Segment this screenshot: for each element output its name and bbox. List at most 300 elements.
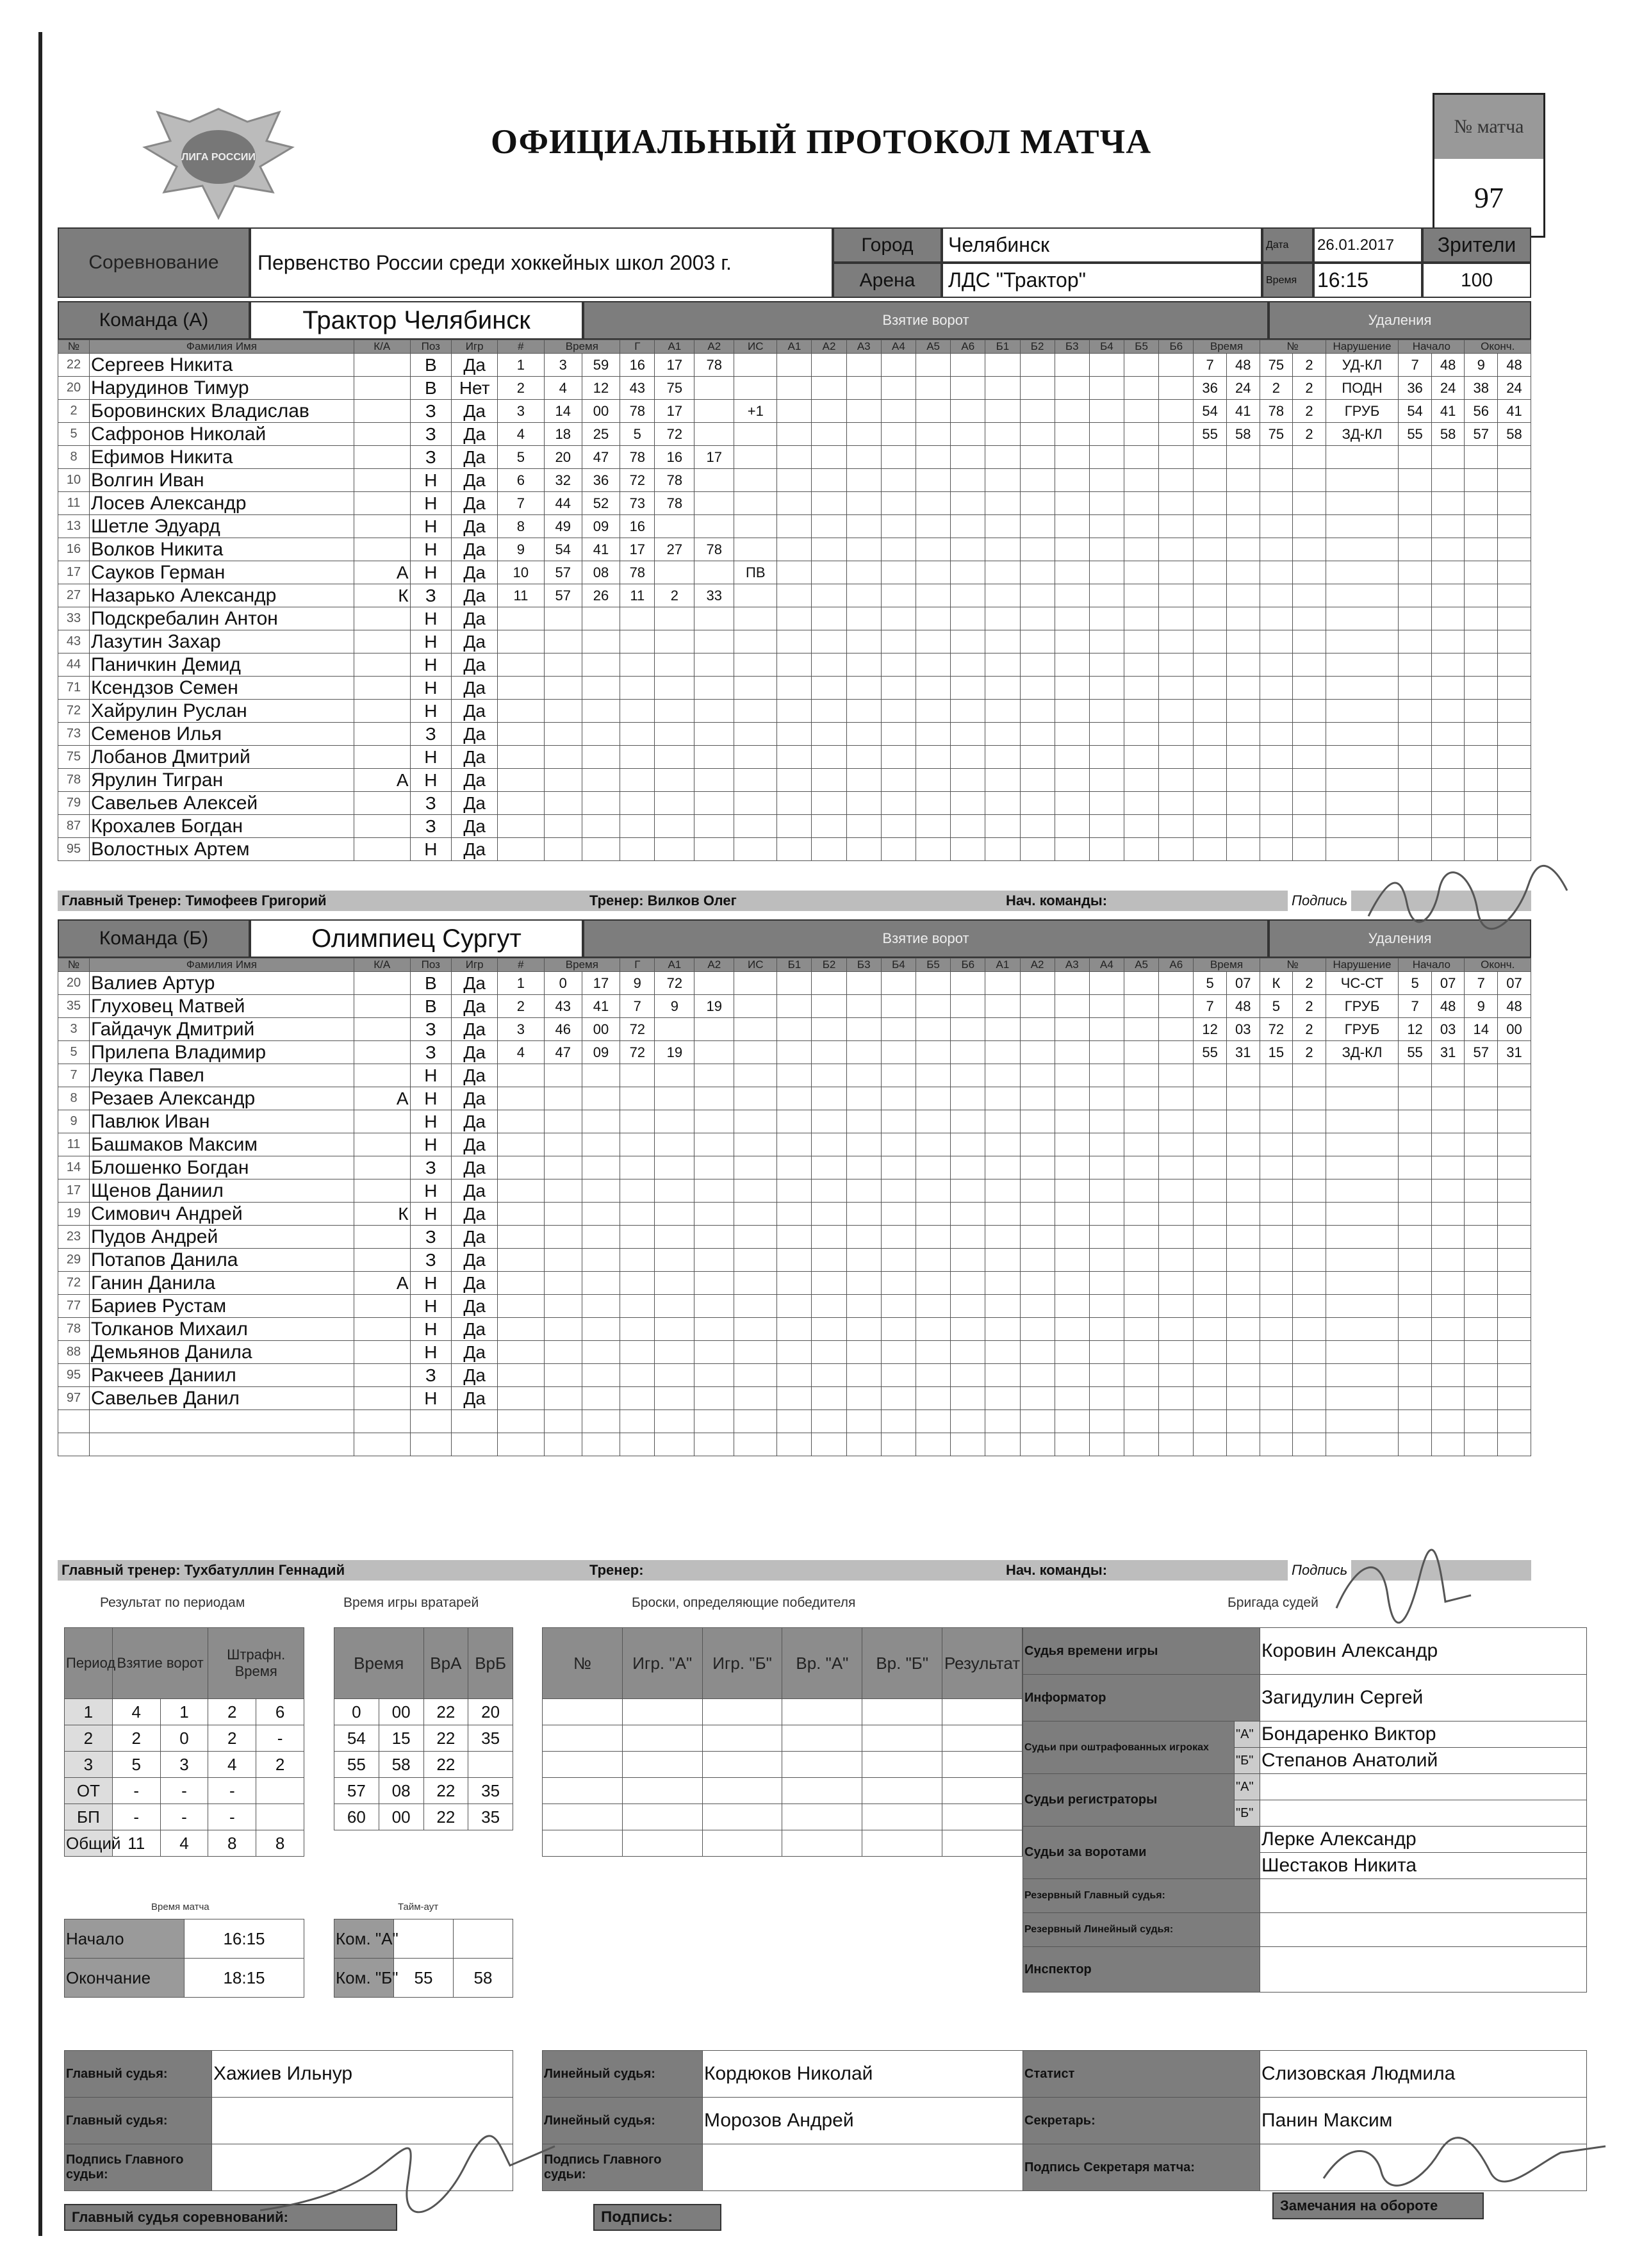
penalty-empty [1465, 723, 1498, 746]
on-ice-cell [985, 630, 1020, 653]
goal-s: 09 [582, 1041, 620, 1064]
penalty-s: 07 [1226, 972, 1260, 995]
on-ice-cell [951, 354, 985, 377]
registrars-label: Судьи регистраторы [1023, 1774, 1235, 1827]
main-judge-1-label: Главный судья: [65, 2051, 212, 2098]
penalty-empty [1431, 1156, 1465, 1179]
on-ice-cell [1124, 515, 1159, 538]
on-ice-cell [916, 1364, 951, 1387]
player-name: Пудов Андрей [90, 1226, 354, 1249]
on-ice-cell [916, 746, 951, 769]
penalty-empty [1431, 1226, 1465, 1249]
goal-empty [582, 1110, 620, 1133]
on-ice-cell [881, 446, 916, 469]
period-cell: ОТ [65, 1778, 113, 1804]
on-ice-cell [777, 1110, 812, 1133]
goal-empty [620, 1156, 655, 1179]
on-ice-cell [1055, 1064, 1089, 1087]
goal-empty [544, 1064, 582, 1087]
goal-empty [655, 1087, 694, 1110]
penalty-empty [1465, 607, 1498, 630]
penalty-inf: ГРУБ [1326, 995, 1399, 1018]
penalty-empty [1465, 1226, 1498, 1249]
goal-m: 49 [544, 515, 582, 538]
on-ice-cell [985, 1133, 1020, 1156]
penalty-empty [1465, 746, 1498, 769]
penalty-empty [1465, 1341, 1498, 1364]
penalty-empty [1226, 515, 1260, 538]
player-name: Савельев Данил [90, 1387, 354, 1410]
player-name: Волостных Артем [90, 838, 354, 861]
penalty-empty [1293, 1341, 1326, 1364]
player-position [410, 1433, 452, 1456]
penalty-empty [1399, 1087, 1432, 1110]
on-ice-cell [1089, 1179, 1124, 1203]
on-ice-cell [1124, 354, 1159, 377]
goal-empty [582, 1203, 620, 1226]
goal-s: 25 [582, 423, 620, 446]
player-number: 8 [58, 446, 90, 469]
on-ice-cell [985, 515, 1020, 538]
on-ice-cell [1055, 469, 1089, 492]
player-position: Н [410, 838, 452, 861]
penalty-empty [1260, 538, 1293, 561]
penalty-empty [1226, 723, 1260, 746]
on-ice-cell [846, 1364, 881, 1387]
penalty-es: 24 [1498, 377, 1531, 400]
goal-is [734, 995, 777, 1018]
penalty-empty [1465, 838, 1498, 861]
goal-empty [544, 723, 582, 746]
penalty-s: 31 [1226, 1041, 1260, 1064]
on-ice-cell [916, 1249, 951, 1272]
match-start-value: 16:15 [185, 1919, 304, 1959]
on-ice-cell [881, 792, 916, 815]
on-ice-cell [985, 653, 1020, 677]
penalty-empty [1465, 538, 1498, 561]
on-ice-cell [1124, 995, 1159, 1018]
on-ice-cell [985, 769, 1020, 792]
goal-header: Б3 [846, 958, 881, 972]
player-number: 77 [58, 1295, 90, 1318]
penalty-empty [1226, 1410, 1260, 1433]
shootout-cell [862, 1778, 942, 1804]
penalty-empty [1260, 838, 1293, 861]
player-number: 95 [58, 1364, 90, 1387]
penalty-empty [1326, 446, 1399, 469]
on-ice-cell [812, 815, 846, 838]
on-ice-cell [951, 607, 985, 630]
on-ice-cell [1159, 515, 1194, 538]
goal-empty [734, 838, 777, 861]
on-ice-cell [1055, 1272, 1089, 1295]
penalty-empty [1326, 838, 1399, 861]
on-ice-cell [1020, 1387, 1055, 1410]
shootout-cell [702, 1778, 782, 1804]
player-name: Бариев Рустам [90, 1295, 354, 1318]
penalty-empty [1293, 677, 1326, 700]
on-ice-cell [1055, 423, 1089, 446]
roster-row [58, 1272, 1531, 1295]
goal-empty [544, 630, 582, 653]
player-name [90, 1410, 354, 1433]
line-judge-2-value: Морозов Андрей [703, 2098, 1023, 2144]
goal-s: 41 [582, 995, 620, 1018]
on-ice-cell [1089, 838, 1124, 861]
penalty-empty [1293, 1179, 1326, 1203]
timeout-caption: Тайм-аут [398, 1902, 439, 1912]
on-ice-cell [846, 1203, 881, 1226]
goal-a2 [694, 1018, 734, 1041]
goal-header: А5 [916, 340, 951, 354]
player-number [58, 1410, 90, 1433]
goal-empty [498, 700, 544, 723]
on-ice-cell [1020, 515, 1055, 538]
player-played: Да [452, 1295, 498, 1318]
goal-empty [544, 607, 582, 630]
goal-empty [498, 723, 544, 746]
on-ice-cell [1020, 746, 1055, 769]
penalty-min: 2 [1293, 972, 1326, 995]
penalty-empty [1326, 515, 1399, 538]
penalty-empty [1260, 1110, 1293, 1133]
goal-empty [498, 815, 544, 838]
on-ice-cell [777, 1179, 812, 1203]
penalty-empty [1326, 538, 1399, 561]
on-ice-cell [951, 1156, 985, 1179]
goal-g: 7 [620, 995, 655, 1018]
player-name: Семенов Илья [90, 723, 354, 746]
on-ice-cell [812, 561, 846, 584]
penalty-empty [1399, 584, 1432, 607]
on-ice-cell [1020, 446, 1055, 469]
penalty-empty [1498, 469, 1531, 492]
on-ice-cell [846, 1387, 881, 1410]
player-header: Фамилия Имя [90, 340, 354, 354]
penalty-empty [1498, 1203, 1531, 1226]
goal-empty [694, 1203, 734, 1226]
period-cell: 3 [65, 1752, 113, 1778]
penalty-bs: 03 [1431, 1018, 1465, 1041]
player-name: Паничкин Демид [90, 653, 354, 677]
on-ice-cell [985, 1364, 1020, 1387]
on-ice-cell [881, 354, 916, 377]
on-ice-cell [846, 469, 881, 492]
goal-s: 12 [582, 377, 620, 400]
arena-label: Арена [833, 263, 942, 298]
penalty-bm: 55 [1399, 1041, 1432, 1064]
on-ice-cell [1159, 1226, 1194, 1249]
on-ice-cell [1020, 1272, 1055, 1295]
penalty-em: 57 [1465, 423, 1498, 446]
shootout-cell [543, 1804, 623, 1830]
penalty-empty [1326, 1226, 1399, 1249]
registrar-tag-a: "А" [1235, 1774, 1260, 1800]
goal-empty [544, 792, 582, 815]
on-ice-cell [1020, 584, 1055, 607]
on-ice-cell [985, 972, 1020, 995]
goal-a2 [694, 400, 734, 423]
on-ice-cell [951, 1410, 985, 1433]
on-ice-cell [1055, 400, 1089, 423]
penalty-empty [1293, 584, 1326, 607]
penalty-empty [1431, 1203, 1465, 1226]
on-ice-cell [1089, 1110, 1124, 1133]
goal-empty [694, 792, 734, 815]
on-ice-cell [777, 1295, 812, 1318]
period-header: Период [65, 1628, 113, 1699]
on-ice-cell [881, 630, 916, 653]
goal-empty [544, 838, 582, 861]
team-b-name: Олимпиец Сургут [250, 919, 583, 958]
on-ice-cell [1124, 492, 1159, 515]
goal-g: 78 [620, 400, 655, 423]
penalty-bs: 07 [1431, 972, 1465, 995]
on-ice-cell [846, 792, 881, 815]
penalty-empty [1260, 1387, 1293, 1410]
goal-n: 7 [498, 492, 544, 515]
on-ice-cell [916, 700, 951, 723]
player-name: Нарудинов Тимур [90, 377, 354, 400]
goalie-row [334, 1725, 513, 1752]
goal-empty [582, 838, 620, 861]
goal-n: 6 [498, 469, 544, 492]
goal-s: 00 [582, 400, 620, 423]
penalty-empty [1226, 1064, 1260, 1087]
on-ice-cell [1089, 1226, 1124, 1249]
penalty-empty [1399, 1410, 1432, 1433]
goal-empty [620, 1110, 655, 1133]
player-position: Н [410, 538, 452, 561]
on-ice-cell [846, 723, 881, 746]
officials-table-middle [542, 2050, 1023, 2191]
penalty-empty [1465, 677, 1498, 700]
player-name: Сауков Герман [90, 561, 354, 584]
on-ice-cell [1124, 1133, 1159, 1156]
penalty-empty [1293, 1387, 1326, 1410]
on-ice-cell [846, 377, 881, 400]
penalty-empty [1399, 792, 1432, 815]
on-ice-cell [812, 1133, 846, 1156]
goal-header: Б2 [1020, 340, 1055, 354]
penalty-es: 58 [1498, 423, 1531, 446]
goal-a1 [655, 1018, 694, 1041]
penalty-empty [1399, 769, 1432, 792]
on-ice-cell [1159, 1156, 1194, 1179]
on-ice-cell [777, 1318, 812, 1341]
on-ice-cell [1089, 423, 1124, 446]
on-ice-cell [1124, 838, 1159, 861]
penalty-empty [1326, 1318, 1399, 1341]
on-ice-cell [881, 1410, 916, 1433]
on-ice-cell [846, 677, 881, 700]
on-ice-cell [812, 515, 846, 538]
goal-header: Б4 [881, 958, 916, 972]
player-role [354, 1110, 410, 1133]
goal-empty [498, 1364, 544, 1387]
on-ice-cell [777, 995, 812, 1018]
player-name: Гайдачук Дмитрий [90, 1018, 354, 1041]
on-ice-cell [1020, 1133, 1055, 1156]
goal-judge-1: Лерке Александр [1260, 1827, 1587, 1853]
goal-empty [734, 630, 777, 653]
penalty-empty [1465, 1318, 1498, 1341]
roster-row [58, 538, 1531, 561]
penalty-empty [1194, 538, 1227, 561]
period-cell [256, 1804, 304, 1830]
on-ice-cell [1020, 723, 1055, 746]
player-name: Леука Павел [90, 1064, 354, 1087]
player-name: Лобанов Дмитрий [90, 746, 354, 769]
penalty-empty [1226, 1249, 1260, 1272]
on-ice-cell [951, 1387, 985, 1410]
goal-header: А2 [694, 340, 734, 354]
penalty-empty [1399, 838, 1432, 861]
roster-row [58, 584, 1531, 607]
goal-a2 [694, 1041, 734, 1064]
shootout-table [542, 1627, 1023, 1857]
penalty-empty [1293, 607, 1326, 630]
player-position: З [410, 400, 452, 423]
player-name: Глуховец Матвей [90, 995, 354, 1018]
penalty-empty [1226, 1272, 1260, 1295]
penalty-empty [1194, 723, 1227, 746]
goal-n: 1 [498, 972, 544, 995]
on-ice-cell [777, 1387, 812, 1410]
goal-empty [655, 1410, 694, 1433]
roster-row [58, 400, 1531, 423]
player-position: Н [410, 1133, 452, 1156]
goal-empty [694, 630, 734, 653]
on-ice-cell [1020, 653, 1055, 677]
goal-empty [734, 815, 777, 838]
roster-row [58, 700, 1531, 723]
on-ice-cell [951, 1226, 985, 1249]
on-ice-cell [812, 1364, 846, 1387]
team-a-head-coach: Главный Тренер: Тимофеев Григорий [62, 892, 327, 908]
penalty-no: К [1260, 972, 1293, 995]
on-ice-cell [1124, 1064, 1159, 1087]
goal-empty [582, 607, 620, 630]
goal-empty [582, 1226, 620, 1249]
on-ice-cell [951, 515, 985, 538]
on-ice-cell [1055, 1387, 1089, 1410]
on-ice-cell [846, 1249, 881, 1272]
penalty-s: 41 [1226, 400, 1260, 423]
on-ice-cell [846, 630, 881, 653]
on-ice-cell [1089, 1064, 1124, 1087]
on-ice-cell [881, 1364, 916, 1387]
on-ice-cell [1020, 1018, 1055, 1041]
on-ice-cell [881, 769, 916, 792]
on-ice-cell [812, 1433, 846, 1456]
goal-empty [655, 1387, 694, 1410]
on-ice-cell [985, 1318, 1020, 1341]
penalty-empty [1226, 1295, 1260, 1318]
penalty-empty [1293, 792, 1326, 815]
player-role [354, 815, 410, 838]
player-name: Павлюк Иван [90, 1110, 354, 1133]
penalty-empty [1194, 1226, 1227, 1249]
player-position: Н [410, 1272, 452, 1295]
penalty-box-a: Бондаренко Виктор [1260, 1722, 1587, 1748]
penalty-empty [1498, 1410, 1531, 1433]
player-played: Да [452, 400, 498, 423]
goal-empty [694, 653, 734, 677]
on-ice-cell [1055, 561, 1089, 584]
on-ice-cell [881, 1341, 916, 1364]
penalty-empty [1431, 607, 1465, 630]
goal-empty [734, 1364, 777, 1387]
player-number: 95 [58, 838, 90, 861]
penalty-em: 57 [1465, 1041, 1498, 1064]
goal-n: 4 [498, 423, 544, 446]
goal-empty [498, 792, 544, 815]
penalty-empty [1194, 1318, 1227, 1341]
penalty-m: 54 [1194, 400, 1227, 423]
team-a-roster-table [58, 340, 1531, 861]
penalty-empty [1465, 630, 1498, 653]
player-role [354, 538, 410, 561]
on-ice-cell [881, 723, 916, 746]
on-ice-cell [985, 1410, 1020, 1433]
sign-main-2-value [703, 2144, 1023, 2191]
on-ice-cell [881, 400, 916, 423]
penalty-empty [1260, 815, 1293, 838]
player-position: Н [410, 700, 452, 723]
roster-row [58, 1156, 1531, 1179]
on-ice-cell [777, 746, 812, 769]
period-cell: 2 [208, 1725, 256, 1752]
timekeeper-value: Коровин Александр [1260, 1628, 1587, 1675]
goal-empty [582, 1364, 620, 1387]
penalty-empty [1293, 723, 1326, 746]
player-role [354, 1249, 410, 1272]
on-ice-cell [846, 815, 881, 838]
penalty-inf: ГРУБ [1326, 1018, 1399, 1041]
on-ice-cell [1089, 1249, 1124, 1272]
on-ice-cell [881, 1156, 916, 1179]
goal-empty [582, 1156, 620, 1179]
shootout-cell [622, 1778, 702, 1804]
on-ice-cell [1055, 1410, 1089, 1433]
goal-is [734, 377, 777, 400]
player-position: Н [410, 1387, 452, 1410]
on-ice-cell [916, 607, 951, 630]
penalty-empty [1465, 653, 1498, 677]
player-played: Да [452, 1087, 498, 1110]
on-ice-cell [1055, 1156, 1089, 1179]
penalty-empty [1399, 1110, 1432, 1133]
on-ice-cell [881, 1226, 916, 1249]
penalty-empty [1498, 515, 1531, 538]
player-number: 20 [58, 972, 90, 995]
goal-empty [734, 1387, 777, 1410]
player-number: 87 [58, 815, 90, 838]
on-ice-cell [881, 1318, 916, 1341]
penalty-empty [1226, 1433, 1260, 1456]
penalty-empty [1260, 1203, 1293, 1226]
player-position: З [410, 1249, 452, 1272]
goal-empty [694, 1226, 734, 1249]
goal-empty [544, 1133, 582, 1156]
on-ice-cell [951, 1318, 985, 1341]
competition-sign-label: Подпись: [593, 2204, 721, 2231]
on-ice-cell [985, 1433, 1020, 1456]
goalie-cell: 22 [423, 1752, 468, 1778]
penalty-empty [1326, 1110, 1399, 1133]
team-b-label: Команда (Б) [58, 919, 250, 958]
